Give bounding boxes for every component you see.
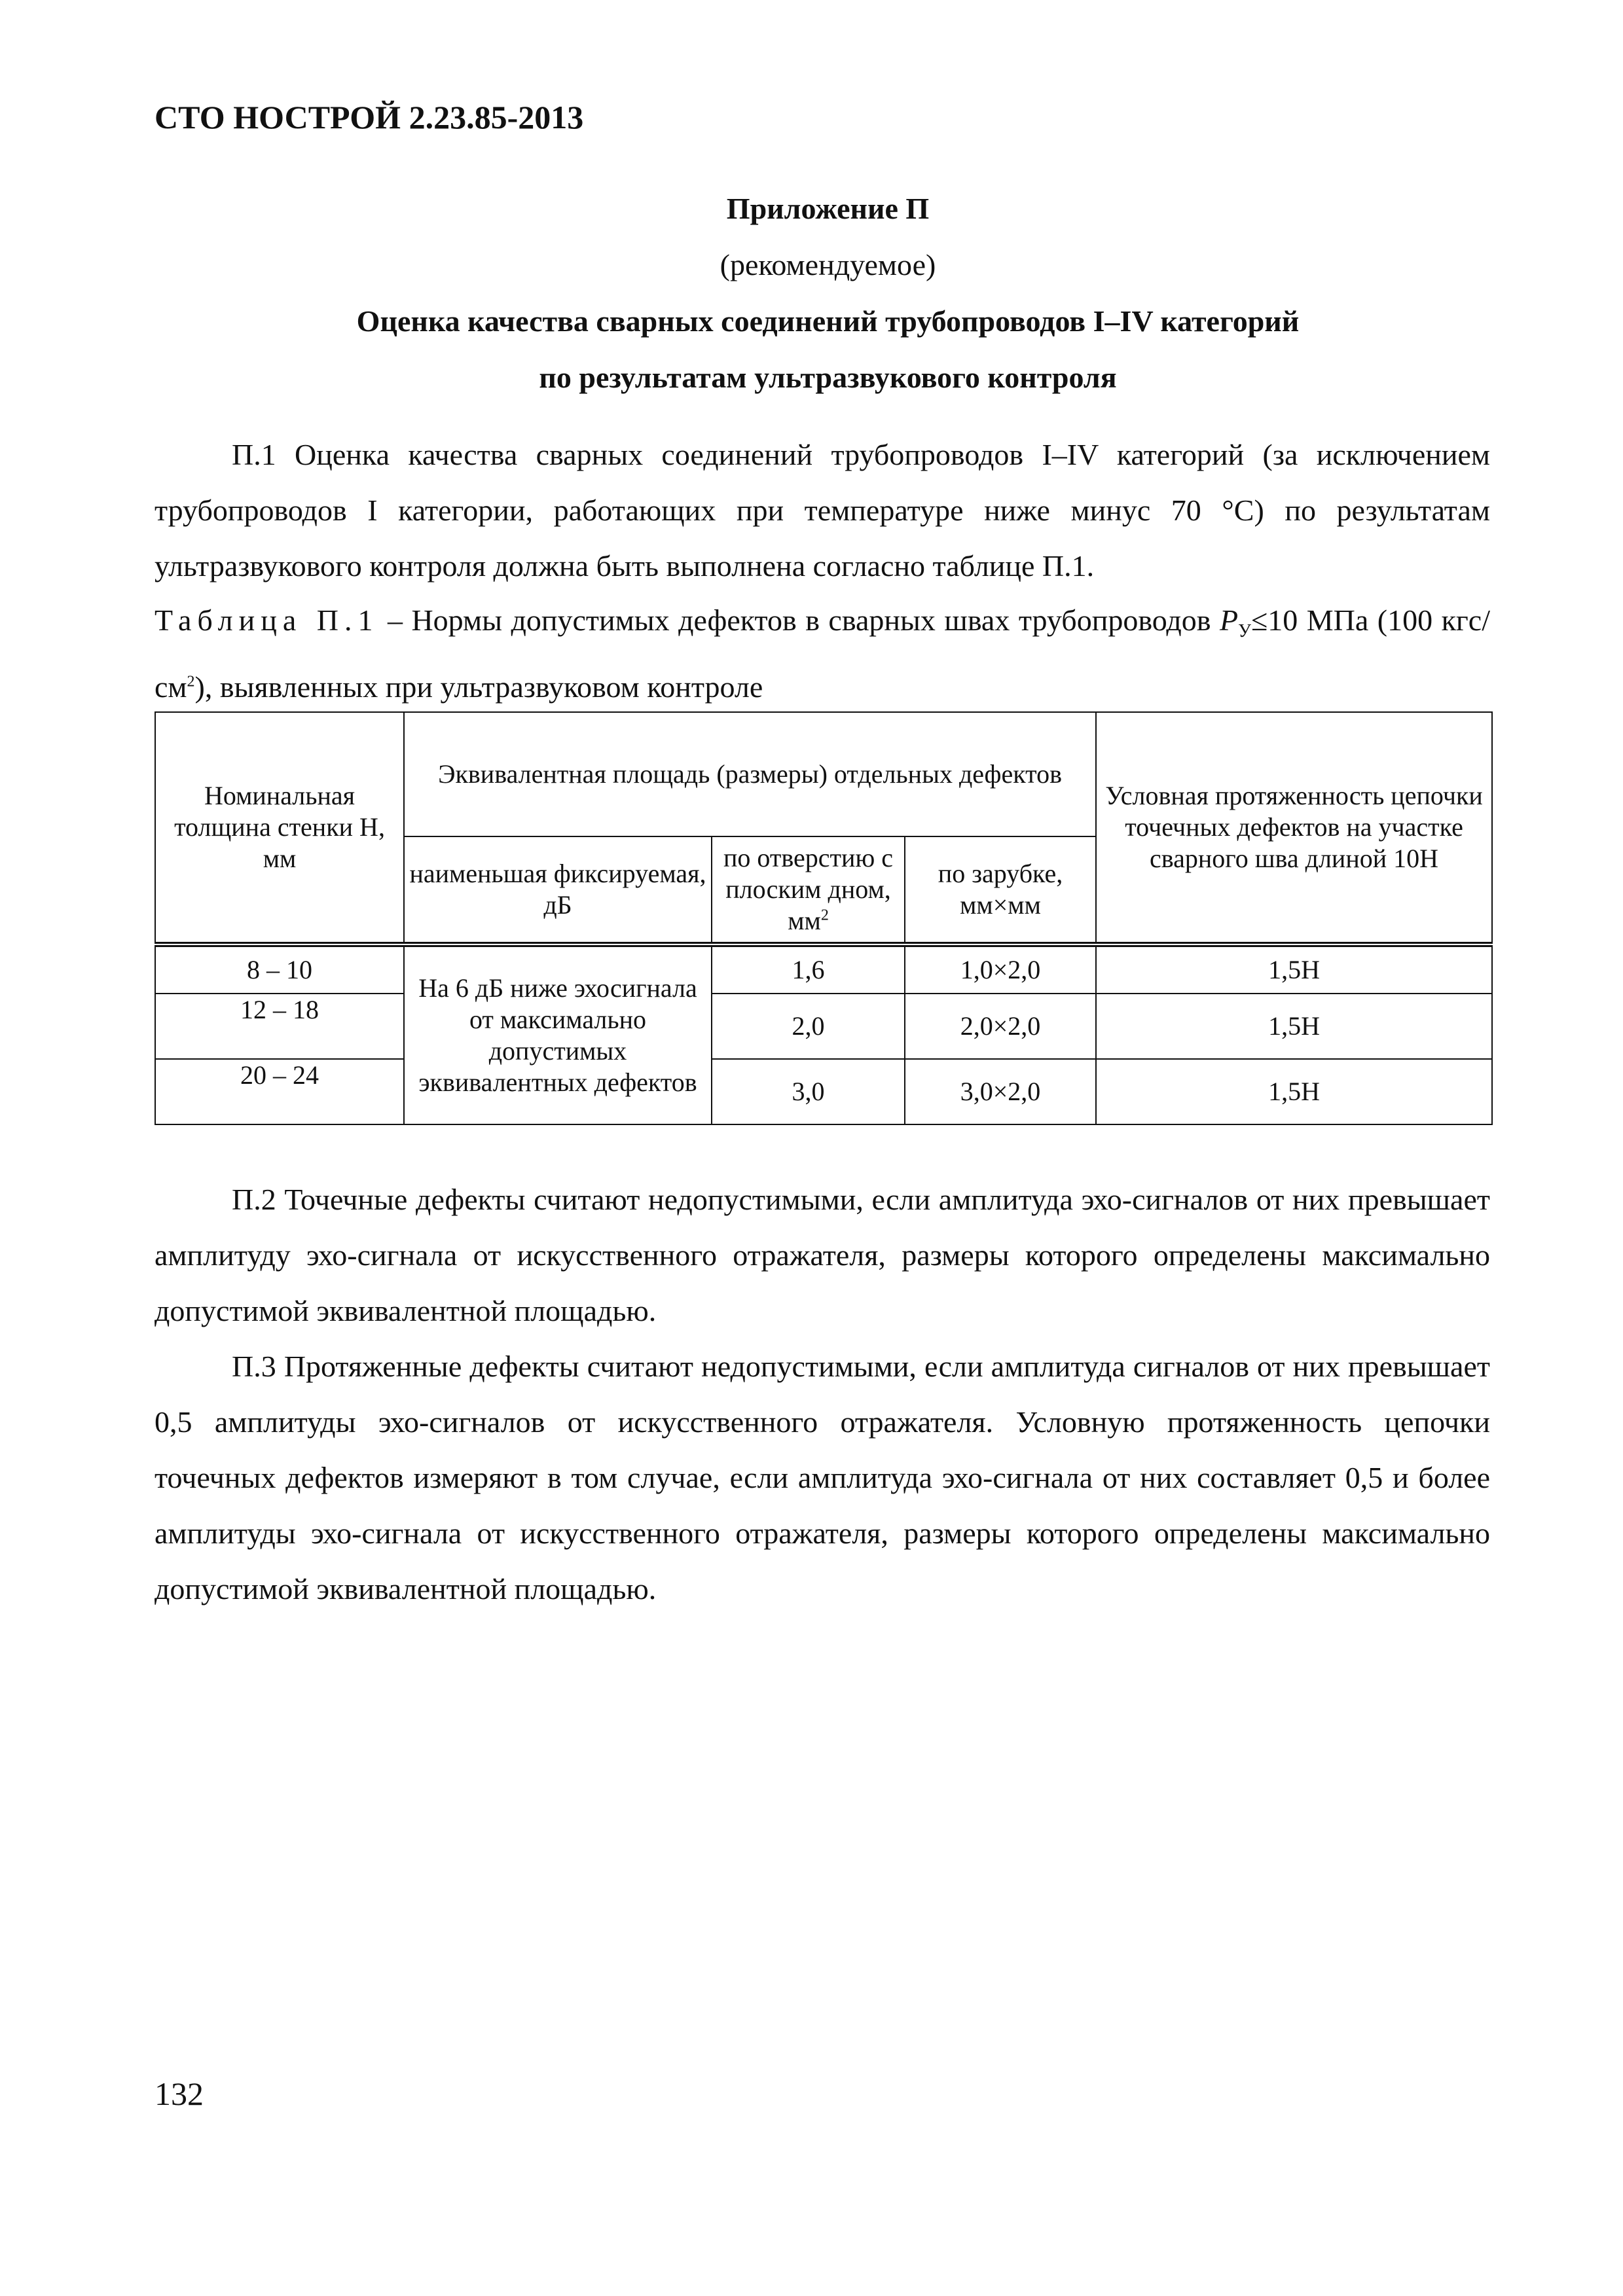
paragraph-p2: [155, 1172, 1490, 1338]
table-caption-text-3: ), выявленных при ультразвуковом контроле: [194, 670, 763, 704]
cell-notch: 1,0×2,0: [905, 944, 1096, 994]
header-chain-length: Условная протяженность цепочки точечных дефектов на участке сварного шва длиной 10Н: [1096, 712, 1492, 944]
header-notch: по зарубке, мм×мм: [905, 836, 1096, 944]
header-flat-hole-sup: 2: [820, 906, 829, 924]
header-flat-hole: [712, 836, 905, 944]
table-row: [155, 994, 1492, 1059]
cell-chain: 1,5Н: [1096, 1059, 1492, 1124]
cell-notch: 3,0×2,0: [905, 1059, 1096, 1124]
appendix-title: Приложение П: [726, 192, 930, 225]
pressure-symbol-sub: У: [1238, 621, 1251, 642]
document-code: СТО НОСТРОЙ 2.23.85-2013: [155, 99, 584, 135]
cell-notch: 2,0×2,0: [905, 994, 1096, 1059]
header-flat-hole-text: по отверстию с плоским дном, мм: [723, 843, 894, 935]
cell-chain: 1,5Н: [1096, 994, 1492, 1059]
cell-chain: 1,5Н: [1096, 944, 1492, 994]
table-row: [155, 944, 1492, 994]
table-caption: [155, 592, 1490, 715]
header-thickness: Номинальная толщина стенки Н, мм: [155, 712, 404, 944]
cell-min-fixed-merged: На 6 дБ ниже эхосигнала от максимально допустимых эквивалентных дефектов: [404, 944, 712, 1124]
norms-table: [155, 711, 1493, 1125]
appendix-heading-line1: Оценка качества сварных соединений трубопроводов I–IV категорий: [356, 304, 1300, 338]
table-caption-label: Таблица П.1: [155, 603, 379, 637]
table-row: [155, 1059, 1492, 1124]
cell-thickness: 8 – 10: [155, 944, 404, 994]
page-number: 132: [155, 2075, 204, 2112]
paragraph-p2-text: П.2 Точечные дефекты считают недопустимыми, если амплитуда эхо-сигналов от них превышает амплитуду эхо-сигнала от искусственного отражателя, размеры которого определены максимально допустимой эквивалентной площадью.: [155, 1183, 1490, 1327]
paragraph-p1: [155, 427, 1490, 594]
cell-flat-hole: 1,6: [712, 944, 905, 994]
appendix-status: (рекомендуемое): [720, 248, 936, 281]
cell-thickness: 12 – 18: [155, 994, 404, 1059]
header-equivalent-area: Эквивалентная площадь (размеры) отдельных дефектов: [404, 712, 1096, 836]
table-caption-text-2: ≤10 МПа (100 кгс/см: [155, 603, 1490, 704]
header-min-fixed: наименьшая фиксируемая, дБ: [404, 836, 712, 944]
table-caption-text: – Нормы допустимых дефектов в сварных швах трубопроводов: [378, 603, 1220, 637]
cell-thickness: 20 – 24: [155, 1059, 404, 1124]
appendix-heading-line2: по результатам ультразвукового контроля: [539, 361, 1117, 394]
unit-superscript: 2: [187, 673, 195, 691]
paragraph-p3-text: П.3 Протяженные дефекты считают недопустимыми, если амплитуда сигналов от них превышает 0,5 амплитуды эхо-сигналов от искусственного отражателя. Условную протяженность цепочки точечных дефектов измеряют в том случае, если амплитуда эхо-сигнала от них составляет 0,5 и более амплитуды эхо-сигнала от искусственного отражателя, размеры которого определены максимально допустимой эквивалентной площадью.: [155, 1350, 1490, 1605]
cell-flat-hole: 3,0: [712, 1059, 905, 1124]
paragraph-p3: [155, 1338, 1490, 1617]
paragraph-p1-text: П.1 Оценка качества сварных соединений трубопроводов I–IV категорий (за исключением трубопроводов I категории, работающих при температуре ниже минус 70 °С) по результатам ультразвукового контроля должна быть выполнена согласно таблице П.1.: [155, 438, 1490, 583]
pressure-symbol: P: [1220, 603, 1239, 637]
cell-flat-hole: 2,0: [712, 994, 905, 1059]
